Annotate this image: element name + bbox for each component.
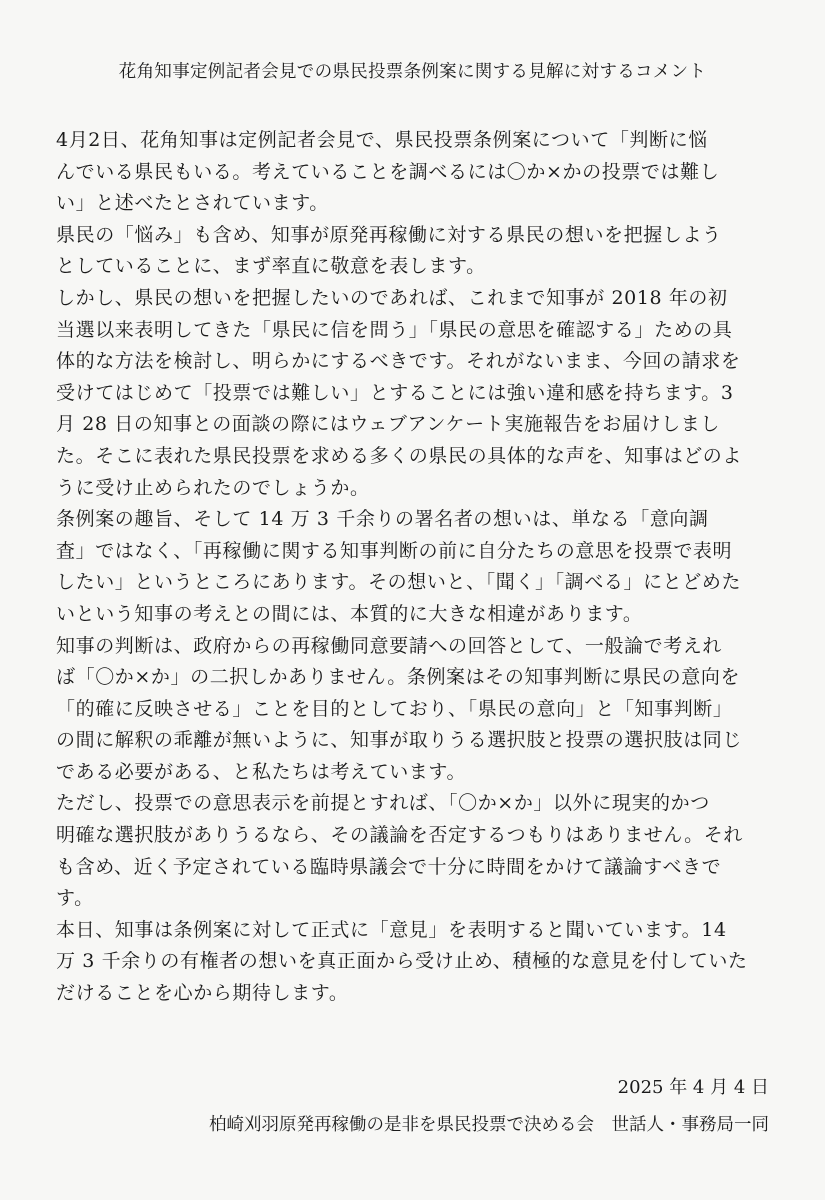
body-line: の間に解釈の乖離が無いように、知事が取りうる選択肢と投票の選択肢は同じ: [56, 729, 743, 752]
body-line: 万 3 千余りの有権者の想いを真正面から受け止め、積極的な意見を付していた: [56, 950, 748, 973]
body-line: ば「〇か×か」の二択しかありません。条例案はその知事判断に県民の意向を: [56, 666, 741, 689]
body-line: 当選以来表明してきた「県民に信を問う」「県民の意思を確認する」ための具: [56, 318, 733, 341]
body-line: 4月2日、花角知事は定例記者会見で、県民投票条例案について「判断に悩: [56, 129, 708, 151]
body-line: 体的な方法を検討し、明らかにするべきです。それがないまま、今回の請求を: [56, 350, 741, 373]
body-line: い」と述べたとされています。: [56, 192, 329, 215]
body-line: 本日、知事は条例案に対して正式に「意見」を表明すると聞いています。14: [56, 918, 727, 941]
body-line: 受けてはじめて「投票では難しい」とすることには強い違和感を持ちます。3: [56, 381, 734, 404]
document-body: [56, 125, 776, 1010]
body-line: 県民の「悩み」も含め、知事が原発再稼働に対する県民の想いを把握しよう: [56, 223, 722, 246]
body-line: 「的確に反映させる」ことを目的としており、「県民の意向」と「知事判断」: [56, 697, 733, 720]
document-title: 花角知事定例記者会見での県民投票条例案に関する見解に対するコメント: [118, 62, 707, 82]
body-line: 知事の判断は、政府からの再稼働同意要請への回答として、一般論で考えれ: [56, 634, 723, 657]
body-line: うに受け止められたのでしょうか。: [56, 476, 370, 499]
body-line: したい」というところにあります。その想いと、「聞く」「調べる」にとどめた: [56, 571, 742, 594]
body-line: 月 28 日の知事との面談の際にはウェブアンケート実施報告をお届けしまし: [56, 413, 720, 436]
body-line: しかし、県民の想いを把握したいのであれば、これまで知事が 2018 年の初: [56, 286, 728, 309]
body-line: としていることに、まず率直に敬意を表します。: [56, 255, 486, 278]
body-line: んでいる県民もいる。考えていることを調べるには〇か×かの投票では難し: [56, 160, 720, 183]
body-line: 査」ではなく、「再稼働に関する知事判断の前に自分たちの意思を投票で表明: [56, 539, 733, 562]
body-line: た。そこに表れた県民投票を求める多くの県民の具体的な声を、知事はどのよ: [56, 444, 743, 467]
document-signature: 柏崎刈羽原発再稼働の是非を県民投票で決める会 世話人・事務局一同: [209, 1115, 769, 1135]
body-line: だけることを心から期待します。: [56, 982, 349, 1005]
body-line: である必要がある、と私たちは考えています。: [56, 760, 467, 783]
body-line: 条例案の趣旨、そして 14 万 3 千余りの署名者の想いは、単なる「意向調: [56, 508, 709, 531]
document-date: 2025 年 4 月 4 日: [617, 1077, 769, 1098]
body-line: も含め、近く予定されている臨時県議会で十分に時間をかけて議論すべきで: [56, 855, 722, 878]
body-line: す。: [56, 887, 94, 910]
body-line: ただし、投票での意思表示を前提とすれば、「〇か×か」以外に現実的かつ: [56, 792, 710, 815]
body-line: いという知事の考えとの間には、本質的に大きな相違があります。: [56, 602, 643, 625]
body-line: 明確な選択肢がありうるなら、その議論を否定するつもりはありません。それ: [56, 824, 743, 847]
